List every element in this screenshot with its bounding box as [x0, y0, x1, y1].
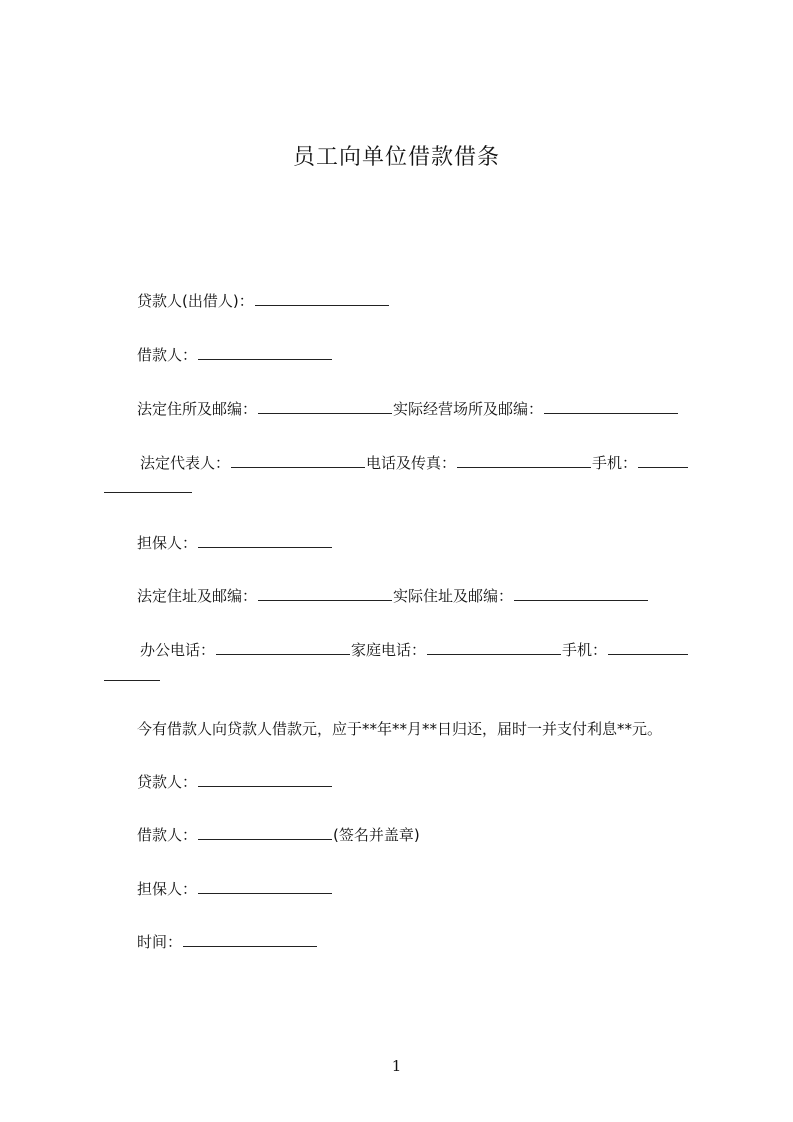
home-phone-label: 家庭电话：: [351, 641, 427, 659]
sign-lender-blank[interactable]: [198, 772, 332, 787]
sign-borrower-blank[interactable]: [198, 825, 332, 840]
sign-borrower-line: [137, 825, 420, 845]
legal-address-blank[interactable]: [258, 399, 392, 414]
legal-residence-line: [137, 586, 649, 606]
legal-address-label: 法定住所及邮编：: [137, 400, 258, 418]
mobile-blank-2-continued[interactable]: [104, 680, 160, 681]
home-phone-blank[interactable]: [427, 640, 561, 655]
legal-address-line: [137, 399, 679, 419]
lender-blank[interactable]: [255, 291, 389, 306]
mobile-blank[interactable]: [638, 453, 688, 468]
actual-business-address-label: 实际经营场所及邮编：: [393, 400, 544, 418]
lender-label: 贷款人(出借人)：: [137, 292, 254, 310]
sign-lender-line: [137, 772, 333, 792]
mobile-blank-continued[interactable]: [104, 492, 192, 493]
time-line: [137, 932, 318, 952]
actual-business-address-blank[interactable]: [544, 399, 678, 414]
sign-lender-label: 贷款人：: [137, 773, 198, 791]
mobile-label: 手机：: [592, 454, 638, 472]
loan-statement: 今有借款人向贷款人借款元，应于**年**月**日归还，届时一并支付利息**元。: [137, 720, 663, 738]
sign-note: (签名并盖章): [333, 826, 420, 844]
legal-residence-label: 法定住址及邮编：: [137, 587, 258, 605]
guarantor-line: [137, 533, 333, 553]
time-label: 时间：: [137, 933, 183, 951]
mobile-label-2: 手机：: [562, 641, 608, 659]
phone-fax-label: 电话及传真：: [366, 454, 457, 472]
legal-rep-label: 法定代表人：: [140, 454, 231, 472]
borrower-blank[interactable]: [198, 345, 332, 360]
actual-residence-blank[interactable]: [514, 586, 648, 601]
borrower-label: 借款人：: [137, 346, 198, 364]
time-blank[interactable]: [183, 932, 317, 947]
sign-guarantor-line: [137, 879, 333, 899]
mobile-blank-2[interactable]: [608, 640, 688, 655]
legal-residence-blank[interactable]: [258, 586, 392, 601]
actual-residence-label: 实际住址及邮编：: [393, 587, 514, 605]
sign-borrower-label: 借款人：: [137, 826, 198, 844]
legal-rep-blank[interactable]: [231, 453, 365, 468]
lender-line: [137, 291, 390, 311]
office-phone-line: [140, 640, 689, 660]
office-phone-label: 办公电话：: [140, 641, 216, 659]
document-title: 员工向单位借款借条: [292, 145, 500, 170]
sign-guarantor-blank[interactable]: [198, 879, 332, 894]
sign-guarantor-label: 担保人：: [137, 880, 198, 898]
phone-fax-blank[interactable]: [457, 453, 591, 468]
office-phone-blank[interactable]: [216, 640, 350, 655]
page-number: 1: [391, 1057, 402, 1075]
guarantor-blank[interactable]: [198, 533, 332, 548]
legal-rep-line: [140, 453, 689, 473]
guarantor-label: 担保人：: [137, 534, 198, 552]
borrower-line: [137, 345, 333, 365]
